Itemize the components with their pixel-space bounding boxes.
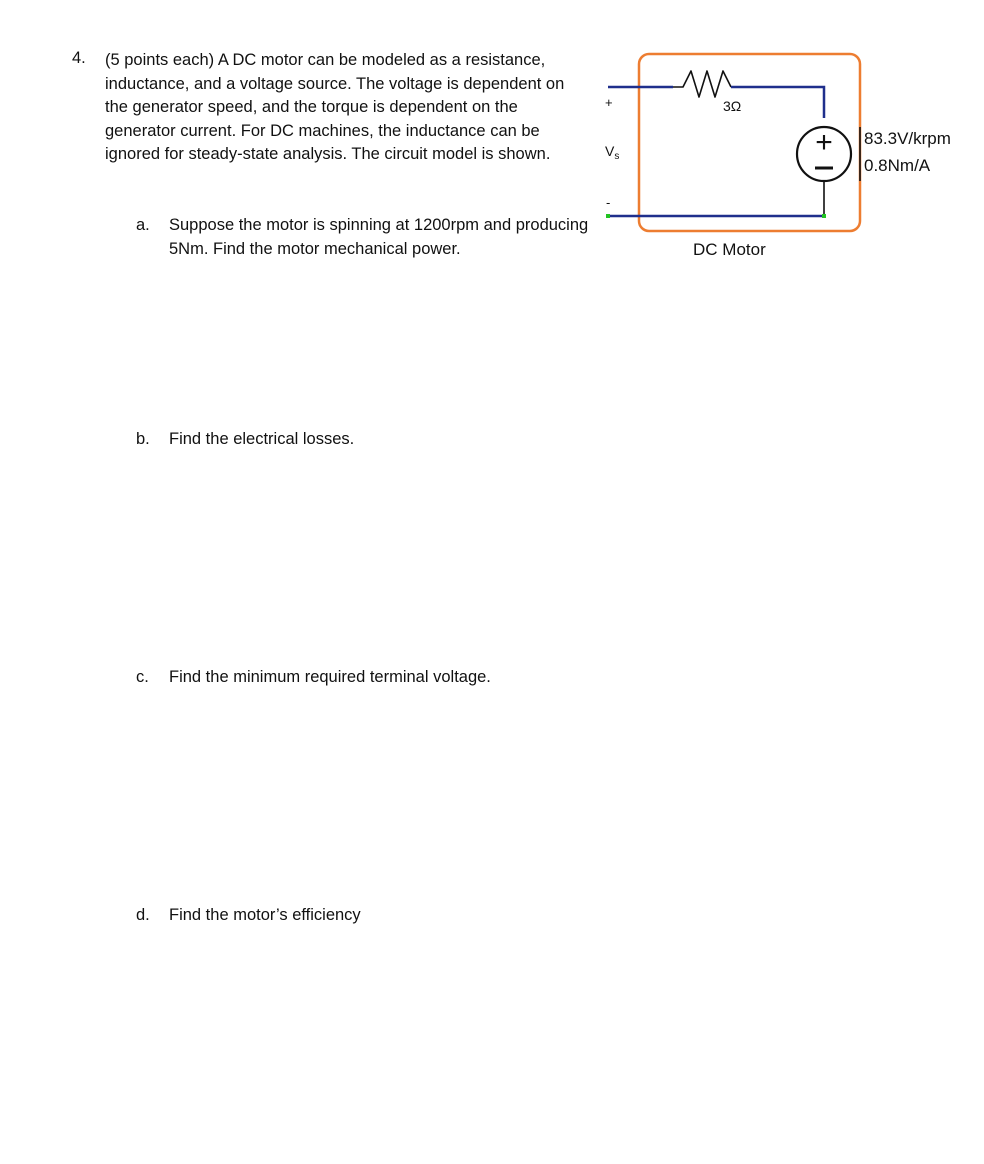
- resistor-icon: [673, 71, 731, 97]
- part-d-letter: d.: [136, 906, 150, 924]
- back-emf-constant: 83.3V/krpm: [864, 129, 951, 148]
- terminal-source-label: $V_s$: [605, 143, 620, 162]
- resistor-label: 3Ω: [723, 98, 742, 114]
- part-b-text: Find the electrical losses.: [169, 430, 355, 448]
- circuit-diagram: [596, 50, 984, 270]
- dc-motor-label: DC Motor: [693, 240, 766, 259]
- part-c-text: Find the minimum required terminal voltage.: [169, 668, 491, 686]
- terminal-plus-label: +: [605, 95, 613, 110]
- part-a-text: Suppose the motor is spinning at 1200rpm and producing 5Nm. Find the motor mechanical power.: [169, 216, 589, 258]
- question-number: 4.: [72, 49, 86, 67]
- part-b-letter: b.: [136, 430, 150, 448]
- terminal-minus-label: -: [606, 195, 611, 210]
- part-c-letter: c.: [136, 668, 149, 686]
- part-a-letter: a.: [136, 216, 150, 234]
- voltage-source-plus-icon: +: [815, 126, 833, 159]
- node-left: [606, 214, 610, 218]
- question-text: (5 points each) A DC motor can be modeled as a resistance, inductance, and a voltage source. The voltage is dependent on the generator speed, and the torque is dependent on the generator current. For DC machines, the inductance can be ignored for steady-state analysis. The circuit model is shown.: [105, 51, 565, 164]
- node-right: [822, 214, 826, 218]
- part-d-text: Find the motor’s efficiency: [169, 906, 361, 924]
- torque-constant: 0.8Nm/A: [864, 156, 931, 175]
- top-wire-right: [731, 87, 824, 118]
